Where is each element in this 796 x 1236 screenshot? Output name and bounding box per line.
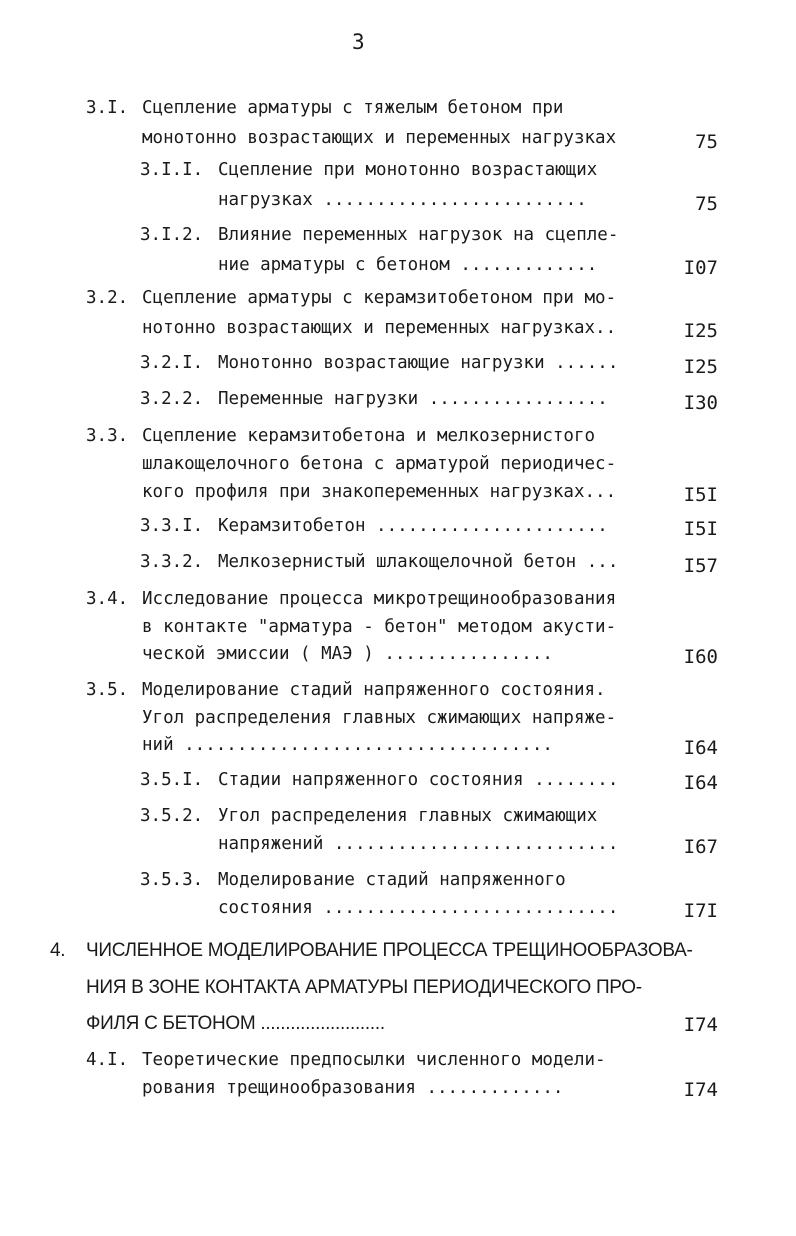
toc-title-line: Сцепление арматуры с тяжелым бетоном при <box>142 98 564 118</box>
toc-number: 3.3.2. <box>140 552 204 572</box>
toc-title-line: Моделирование стадий напряженного <box>218 870 566 890</box>
toc-page: I57 <box>683 555 718 577</box>
toc-title-line: нотонно возрастающих и переменных нагрузках.. <box>142 318 617 338</box>
toc-title-line: Угол распределения главных сжимающих напряже- <box>142 708 617 728</box>
toc-number: 3.5.2. <box>140 806 204 826</box>
toc-title-line: Угол распределения главных сжимающих <box>218 806 598 826</box>
toc-title-line: в контакте "арматура - бетон" методом акусти- <box>142 617 617 637</box>
toc-number: 4. <box>50 940 66 961</box>
toc-number: 3.5. <box>86 680 129 700</box>
toc-page: I25 <box>683 320 718 342</box>
toc-page: I5I <box>683 484 718 506</box>
toc-page: I25 <box>683 356 718 378</box>
toc-title-line: Переменные нагрузки ................. <box>218 389 608 409</box>
toc-title-line: Влияние переменных нагрузок на сцепле- <box>218 225 619 245</box>
toc-number: 3.4. <box>86 589 129 609</box>
toc-title-line: Исследование процесса микротрещинообразования <box>142 589 617 609</box>
toc-title-line: ний ................................... <box>142 735 553 755</box>
toc-title-line: ФИЛЯ С БЕТОНОМ ......................... <box>86 1013 385 1034</box>
toc-page: 75 <box>695 193 718 215</box>
toc-number: 3.5.3. <box>140 870 204 890</box>
toc-number: 4.I. <box>86 1050 129 1070</box>
toc-page: I64 <box>683 737 718 759</box>
toc-title-line: Моделирование стадий напряженного состояния. <box>142 680 606 700</box>
toc-title-line: ЧИСЛЕННОЕ МОДЕЛИРОВАНИЕ ПРОЦЕССА ТРЕЩИНООБРАЗОВА- <box>86 940 693 961</box>
toc-number: 3.2. <box>86 288 129 308</box>
page-number: 3 <box>352 30 365 54</box>
toc-number: 3.3. <box>86 426 129 446</box>
toc-number: 3.I.2. <box>140 225 204 245</box>
toc-title-line: Сцепление арматуры с керамзитобетоном при мо- <box>142 288 617 308</box>
toc-title-line: кого профиля при знакопеременных нагрузках... <box>142 482 617 502</box>
toc-title-line: монотонно возрастающих и переменных нагрузках <box>142 128 617 148</box>
toc-number: 3.2.I. <box>140 353 204 373</box>
toc-title-line: напряжений ........................... <box>218 834 619 854</box>
toc-number: 3.2.2. <box>140 389 204 409</box>
toc-title-line: рования трещинообразования ............. <box>142 1078 564 1098</box>
toc-title-line: Стадии напряженного состояния ........ <box>218 770 619 790</box>
toc-number: 3.5.I. <box>140 770 204 790</box>
toc-page: I30 <box>683 392 718 414</box>
toc-title-line: Сцепление керамзитобетона и мелкозернистого <box>142 426 596 446</box>
toc-title-line: ние арматуры с бетоном ............. <box>218 255 598 275</box>
toc-number: 3.3.I. <box>140 516 204 536</box>
toc-title-line: Керамзитобетон ...................... <box>218 516 608 536</box>
toc-page: I64 <box>683 772 718 794</box>
toc-number: 3.I.I. <box>140 160 204 180</box>
toc-page: I60 <box>683 646 718 668</box>
toc-page: I07 <box>683 257 718 279</box>
toc-title-line: нагрузках ......................... <box>218 190 587 210</box>
toc-page: I74 <box>683 1079 718 1101</box>
toc-page: 75 <box>695 131 718 153</box>
toc-title-line: шлакощелочного бетона с арматурой периодичес- <box>142 454 617 474</box>
toc-title-line: состояния ............................ <box>218 898 619 918</box>
toc-page: I74 <box>683 1014 718 1036</box>
toc-page: I67 <box>683 836 718 858</box>
toc-title-line: Мелкозернистый шлакощелочной бетон ... <box>218 552 619 572</box>
toc-title-line: Теоретические предпосылки численного модели- <box>142 1050 606 1070</box>
toc-number: 3.I. <box>86 98 129 118</box>
toc-title-line: НИЯ В ЗОНЕ КОНТАКТА АРМАТУРЫ ПЕРИОДИЧЕСКОГО ПРО- <box>86 977 642 998</box>
toc-title-line: Монотонно возрастающие нагрузки ...... <box>218 353 619 373</box>
toc-title-line: Сцепление при монотонно возрастающих <box>218 160 598 180</box>
toc-title-line: ческой эмиссии ( МАЭ ) ................ <box>142 644 553 664</box>
toc-page: I7I <box>683 900 718 922</box>
toc-page: I5I <box>683 518 718 540</box>
